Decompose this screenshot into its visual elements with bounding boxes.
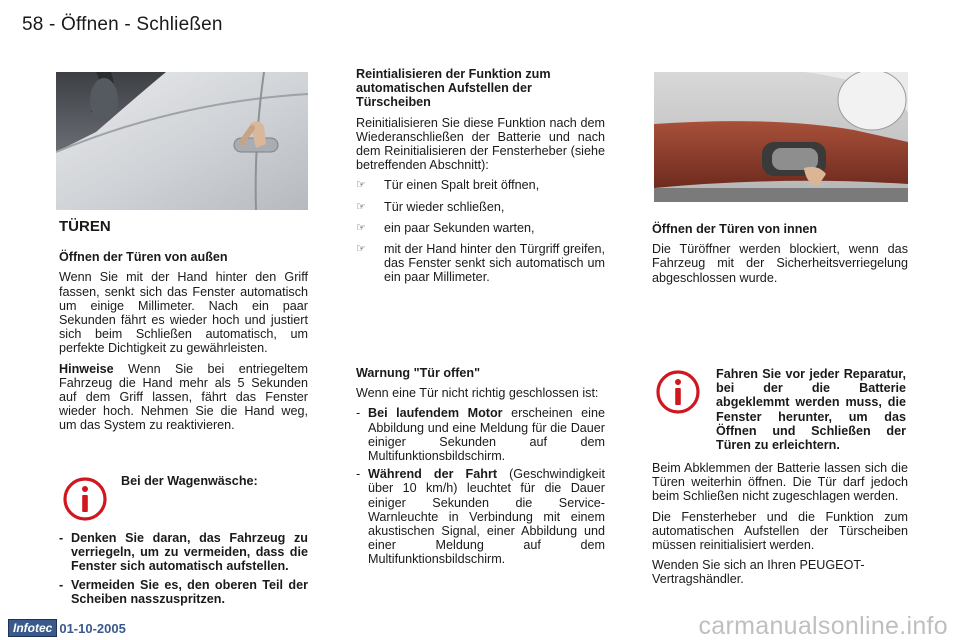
infotec-badge: Infotec bbox=[8, 619, 57, 637]
paragraph-interior: Die Türöffner werden blockiert, wenn das Fahrzeug mit der Sicherheitsverriegelung abgeschlossen wurde. bbox=[652, 242, 908, 285]
paragraph-exterior: Wenn Sie mit der Hand hinter den Griff fassen, senkt sich das Fenster automatisch um einige Millimeter. Nach ein paar Sekunden fährt es wieder hoch und justiert sich beim Schließen automatisch, um perfekte Dichtigkeit zu gewährleisten. bbox=[59, 270, 308, 356]
door-open-item: - Während der Fahrt (Geschwindigkeit über 10 km/h) leuchtet für die Dauer einiger Sekunden die Service-Warnleuchte in Verbindung mit einem akustischen Signal, einer Abbildung und einer Meldung auf dem Multifunktionsbildschirm. bbox=[356, 467, 605, 567]
pointing-hand-icon: ☞ bbox=[356, 243, 366, 256]
battery-warning-text: Fahren Sie vor jeder Reparatur, bei der die Batterie abgeklemmt werden muss, die Fenster herunter, um das Öffnen und Schließen der Türen zu erleichtern. bbox=[716, 367, 906, 453]
pointing-hand-icon: ☞ bbox=[356, 221, 366, 234]
car-wash-item-text: Denken Sie daran, das Fahrzeug zu verriegeln, um zu vermeiden, dass die Fenster sich automatisch aufstellen. bbox=[71, 531, 308, 574]
column-right-lower bbox=[652, 461, 908, 593]
exterior-door-photo bbox=[56, 72, 308, 210]
paragraph-reinit: Reinitialisieren Sie diese Funktion nach dem Wiederanschließen der Batterie und nach dem Reinitialisieren der Fensterheber (siehe betreffenden Abschnitt): bbox=[356, 115, 605, 173]
pointing-hand-icon: ☞ bbox=[356, 200, 366, 213]
pointing-hand-icon: ☞ bbox=[356, 179, 366, 192]
door-open-item-text: (Geschwindigkeit über 10 km/h) leuchtet für die Dauer einiger Sekunden die Service-Warnleuchte in Verbindung mit einem akustischen Signal, einer Abbildung und einer Meldung auf dem Multifunktionsbildschirm. bbox=[368, 467, 605, 567]
paragraph-hint bbox=[59, 362, 308, 433]
footer-stamp bbox=[8, 619, 126, 637]
subheading-exterior: Öffnen der Türen von außen bbox=[59, 250, 228, 265]
door-open-item-label: Während der Fahrt bbox=[368, 467, 498, 482]
paragraph-reinit-note: Die Fensterheber und die Funktion zum automatischen Aufstellen der Türscheiben müssen reinitialisiert werden. bbox=[652, 509, 908, 553]
paragraph-dealer: Wenden Sie sich an Ihren PEUGEOT-Vertragshändler. bbox=[652, 558, 865, 587]
list-item bbox=[356, 221, 605, 235]
car-wash-item: - Vermeiden Sie es, den oberen Teil der Scheiben nasszuspritzen. bbox=[59, 577, 308, 606]
list-item bbox=[356, 242, 605, 285]
footer-date: 01-10-2005 bbox=[59, 620, 126, 636]
info-warning-icon bbox=[62, 476, 108, 522]
door-open-item-label: Bei laufendem Motor bbox=[368, 406, 503, 421]
car-wash-item-text: Vermeiden Sie es, den oberen Teil der Scheiben nasszuspritzen. bbox=[71, 577, 308, 606]
car-wash-warning-list bbox=[59, 531, 308, 610]
paragraph-battery: Beim Abklemmen der Batterie lassen sich die Türen weiterhin öffnen. Die Tür darf jedoch beim Schließen nicht zugeschlagen werden. bbox=[652, 461, 908, 504]
car-wash-item: - Denken Sie daran, das Fahrzeug zu verriegeln, um zu vermeiden, dass die Fenster sich automatisch aufstellen. bbox=[59, 531, 308, 574]
door-open-item-text: erscheinen eine Abbildung und eine Meldung für die Dauer einiger Sekunden auf dem Multifunktionsbildschirm. bbox=[368, 406, 605, 464]
list-item-text: mit der Hand hinter den Türgriff greifen, das Fenster senkt sich automatisch um ein paar Millimeter. bbox=[384, 242, 605, 285]
subheading-interior: Öffnen der Türen von innen bbox=[652, 222, 818, 236]
info-warning-icon bbox=[655, 369, 701, 415]
list-item-text: ein paar Sekunden warten, bbox=[384, 220, 535, 235]
subheading-reinit: Reintialisieren der Funktion zum automatischen Aufstellen der Türscheiben bbox=[356, 67, 551, 110]
door-open-item: - Bei laufendem Motor erscheinen eine Abbildung und eine Meldung für die Dauer einiger Sekunden auf dem Multifunktionsbildschirm. bbox=[356, 406, 605, 464]
paragraph-door-open: Wenn eine Tür nicht richtig geschlossen ist: bbox=[356, 386, 599, 401]
column-middle bbox=[356, 67, 605, 292]
list-item-text: Tür einen Spalt breit öffnen, bbox=[384, 178, 540, 193]
car-wash-warning-title bbox=[121, 474, 311, 488]
list-item bbox=[356, 178, 605, 192]
column-middle-lower bbox=[356, 366, 605, 571]
watermark: carmanualsonline.info bbox=[698, 612, 948, 640]
car-wash-title-text: Bei der Wagenwäsche: bbox=[121, 474, 258, 488]
column-right bbox=[652, 222, 908, 291]
hint-text: Wenn Sie bei entriegeltem Fahrzeug die Hand mehr als 5 Sekunden auf dem Griff lassen, fährt das Fenster wieder hoch. Nehmen Sie die Hand weg, um das System zu reaktivieren. bbox=[59, 361, 308, 433]
page-title: 58 - Öffnen - Schließen bbox=[22, 14, 223, 35]
list-item bbox=[356, 200, 605, 214]
reinit-steps-list bbox=[356, 178, 605, 284]
hint-label: Hinweise bbox=[59, 361, 114, 376]
column-left bbox=[59, 220, 308, 439]
interior-door-photo bbox=[654, 72, 908, 202]
list-item-text: Tür wieder schließen, bbox=[384, 199, 505, 214]
section-heading: TÜREN bbox=[59, 218, 111, 235]
subheading-door-open-warning: Warnung "Tür offen" bbox=[356, 366, 481, 380]
battery-warning bbox=[716, 367, 906, 452]
